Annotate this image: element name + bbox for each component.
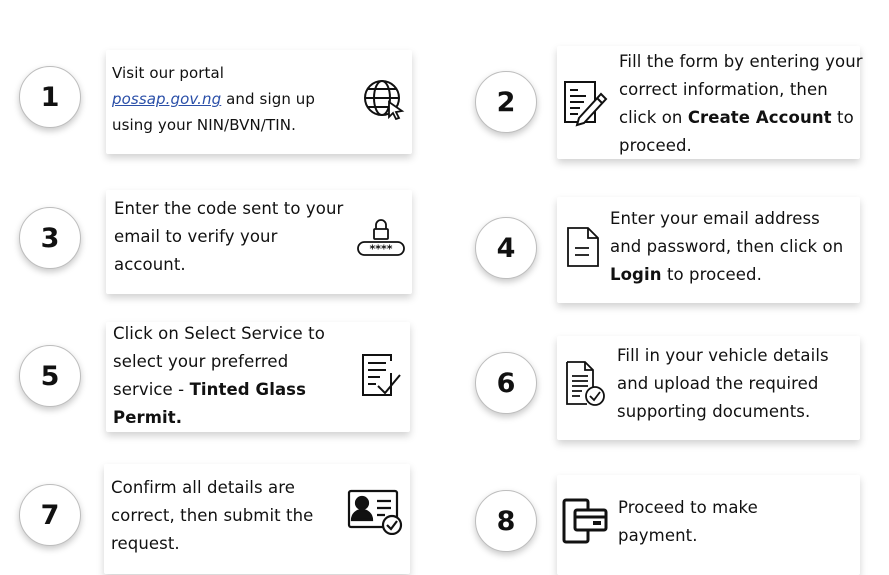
- form-edit-icon: [563, 80, 609, 128]
- step-text: Visit our portal possap.gov.ng and sign up using your NIN/BVN/TIN.: [112, 64, 316, 134]
- id-card-check-icon: [347, 487, 405, 535]
- step-number: 7: [19, 484, 81, 546]
- document-check-icon: [565, 360, 607, 408]
- step-number: 1: [19, 66, 81, 128]
- step-number: 5: [19, 345, 81, 407]
- step-text: Click on Select Service to select your preferred service - Tinted Glass Permit.: [113, 324, 325, 427]
- document-icon: [566, 226, 600, 268]
- step-text: Confirm all details are correct, then submit the request.: [111, 478, 314, 553]
- step-text: Proceed to make payment.: [618, 498, 758, 545]
- step-number: 6: [475, 352, 537, 414]
- step-number: 3: [19, 207, 81, 269]
- checklist-icon: [361, 353, 403, 399]
- step-text: Enter your email address and password, then click on Login to proceed.: [610, 209, 844, 284]
- step-text: Fill the form by entering your correct information, then click on Create Account to proceed.: [619, 52, 863, 155]
- step-number: 8: [475, 490, 537, 552]
- step-number: 2: [475, 71, 537, 133]
- step-text: Enter the code sent to your email to verify your account.: [114, 199, 344, 274]
- globe-cursor-icon: [362, 78, 406, 120]
- code-mask: ****: [369, 242, 393, 256]
- step-text: Fill in your vehicle details and upload the required supporting documents.: [617, 346, 829, 421]
- step-number: 4: [475, 217, 537, 279]
- lock-code-icon: [356, 217, 406, 257]
- payment-terminal-icon: [561, 497, 609, 545]
- portal-link[interactable]: possap.gov.ng: [112, 90, 222, 108]
